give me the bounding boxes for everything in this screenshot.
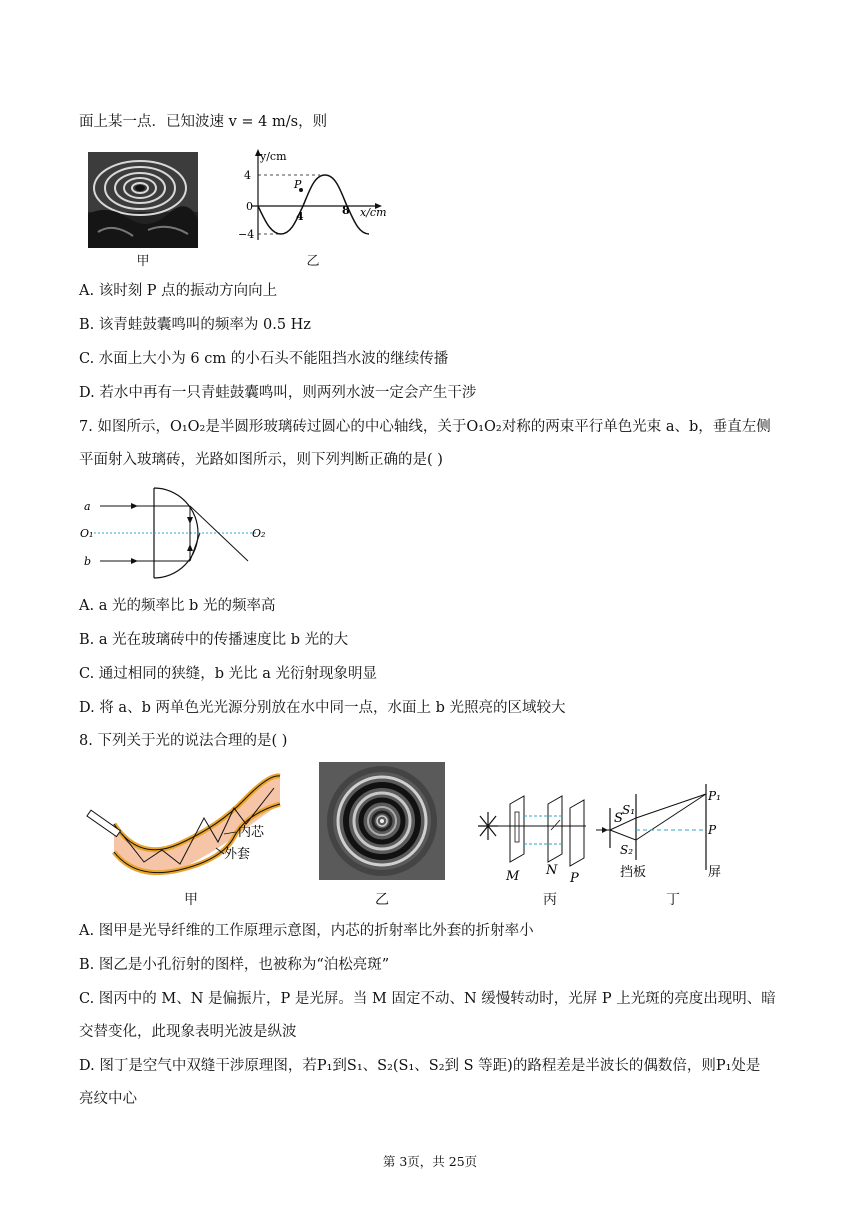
- q8-option-d-line2: 亮纹中心: [79, 1091, 137, 1107]
- label-P-screen: P: [570, 871, 579, 886]
- label-outer-cladding: 外套: [224, 847, 251, 862]
- label-o2: O₂: [252, 527, 266, 540]
- label-P1: P₁: [708, 789, 721, 803]
- fig-jia-caption-q6: 甲: [136, 254, 150, 269]
- q7-option-c: C. 通过相同的狭缝，b 光比 a 光衍射现象明显: [79, 666, 378, 682]
- q8-stem: 8. 下列关于光的说法合理的是( ): [79, 733, 288, 749]
- q8-option-a: A. 图甲是光导纤维的工作原理示意图，内芯的折射率比外套的折射率小: [79, 923, 534, 939]
- q7-option-b: B. a 光在玻璃砖中的传播速度比 b 光的大: [79, 632, 349, 648]
- label-S2: S₂: [620, 843, 634, 857]
- q8-option-c-line1: C. 图丙中的 M、N 是偏振片，P 是光屏。当 M 固定不动、N 缓慢转动时，光屏 P 上光斑的亮度出现明、暗: [79, 991, 776, 1007]
- ripple-photo: [88, 152, 198, 248]
- q7-stem-line1: 7. 如图所示，O₁O₂是半圆形玻璃砖过圆心的中心轴线，关于O₁O₂对称的两束平行单色光束 a、b，垂直左侧: [79, 419, 771, 435]
- wave-graph: [232, 148, 392, 248]
- x-axis-label: x/cm: [360, 206, 387, 219]
- q8-option-d-line1: D. 图丁是空气中双缝干涉原理图，若P₁到S₁、S₂(S₁、S₂到 S 等距)的路程差是半波长的偶数倍，则P₁处是: [79, 1058, 761, 1074]
- page-footer: 第 3页，共 25页: [382, 1154, 478, 1169]
- label-b: b: [84, 555, 92, 568]
- point-P: P: [294, 178, 302, 191]
- q6-option-a: A. 该时刻 P 点的振动方向向上: [79, 283, 278, 299]
- y-axis-label: y/cm: [260, 150, 287, 163]
- fig-bing-caption: 丙: [543, 892, 557, 908]
- x-tick-4: 4: [296, 210, 304, 223]
- label-M: M: [506, 869, 520, 884]
- label-baffle: 挡板: [620, 865, 647, 880]
- fig-ding-caption: 丁: [666, 892, 680, 908]
- q6-option-c: C. 水面上大小为 6 cm 的小石头不能阻挡水波的继续传播: [79, 351, 449, 367]
- label-a: a: [84, 500, 91, 513]
- label-inner-core: 内芯: [238, 825, 265, 840]
- diffraction-pattern: [319, 762, 445, 880]
- q6-option-d: D. 若水中再有一只青蛙鼓囊鸣叫，则两列水波一定会产生干涉: [79, 385, 477, 401]
- x-tick-8: 8: [342, 204, 350, 217]
- q6-option-b: B. 该青蛙鼓囊鸣叫的频率为 0.5 Hz: [79, 317, 311, 333]
- q8-option-c-line2: 交替变化，此现象表明光波是纵波: [79, 1024, 297, 1040]
- fig-jia-caption-q8: 甲: [184, 892, 198, 908]
- q7-option-d: D. 将 a、b 两单色光光源分别放在水中同一点，水面上 b 光照亮的区域较大: [79, 700, 566, 716]
- q6-stem-tail: 面上某一点．已知波速 v = 4 m/s，则: [79, 114, 328, 130]
- y-tick-4: 4: [244, 169, 251, 182]
- label-o1: O₁: [80, 527, 94, 540]
- optical-fiber-diagram: [84, 762, 284, 877]
- polarizer-diagram: [474, 794, 596, 886]
- label-S1: S₁: [622, 803, 636, 817]
- label-S: S: [614, 811, 623, 826]
- y-tick-neg4: −4: [238, 228, 255, 241]
- fig-yi-caption-q8: 乙: [375, 892, 389, 908]
- origin-label: 0: [246, 200, 253, 213]
- q8-option-b: B. 图乙是小孔衍射的图样，也被称为“泊松亮斑”: [79, 957, 390, 973]
- label-screen: 屏: [708, 865, 722, 880]
- q7-stem-line2: 平面射入玻璃砖，光路如图所示，则下列判断正确的是( ): [79, 452, 443, 468]
- label-P-center: P: [708, 823, 717, 837]
- fig-yi-caption-q6: 乙: [306, 254, 320, 269]
- label-N: N: [546, 863, 558, 878]
- q7-option-a: A. a 光的频率比 b 光的频率高: [79, 598, 276, 614]
- double-slit-diagram: [596, 784, 746, 884]
- glass-brick-diagram: [76, 484, 276, 584]
